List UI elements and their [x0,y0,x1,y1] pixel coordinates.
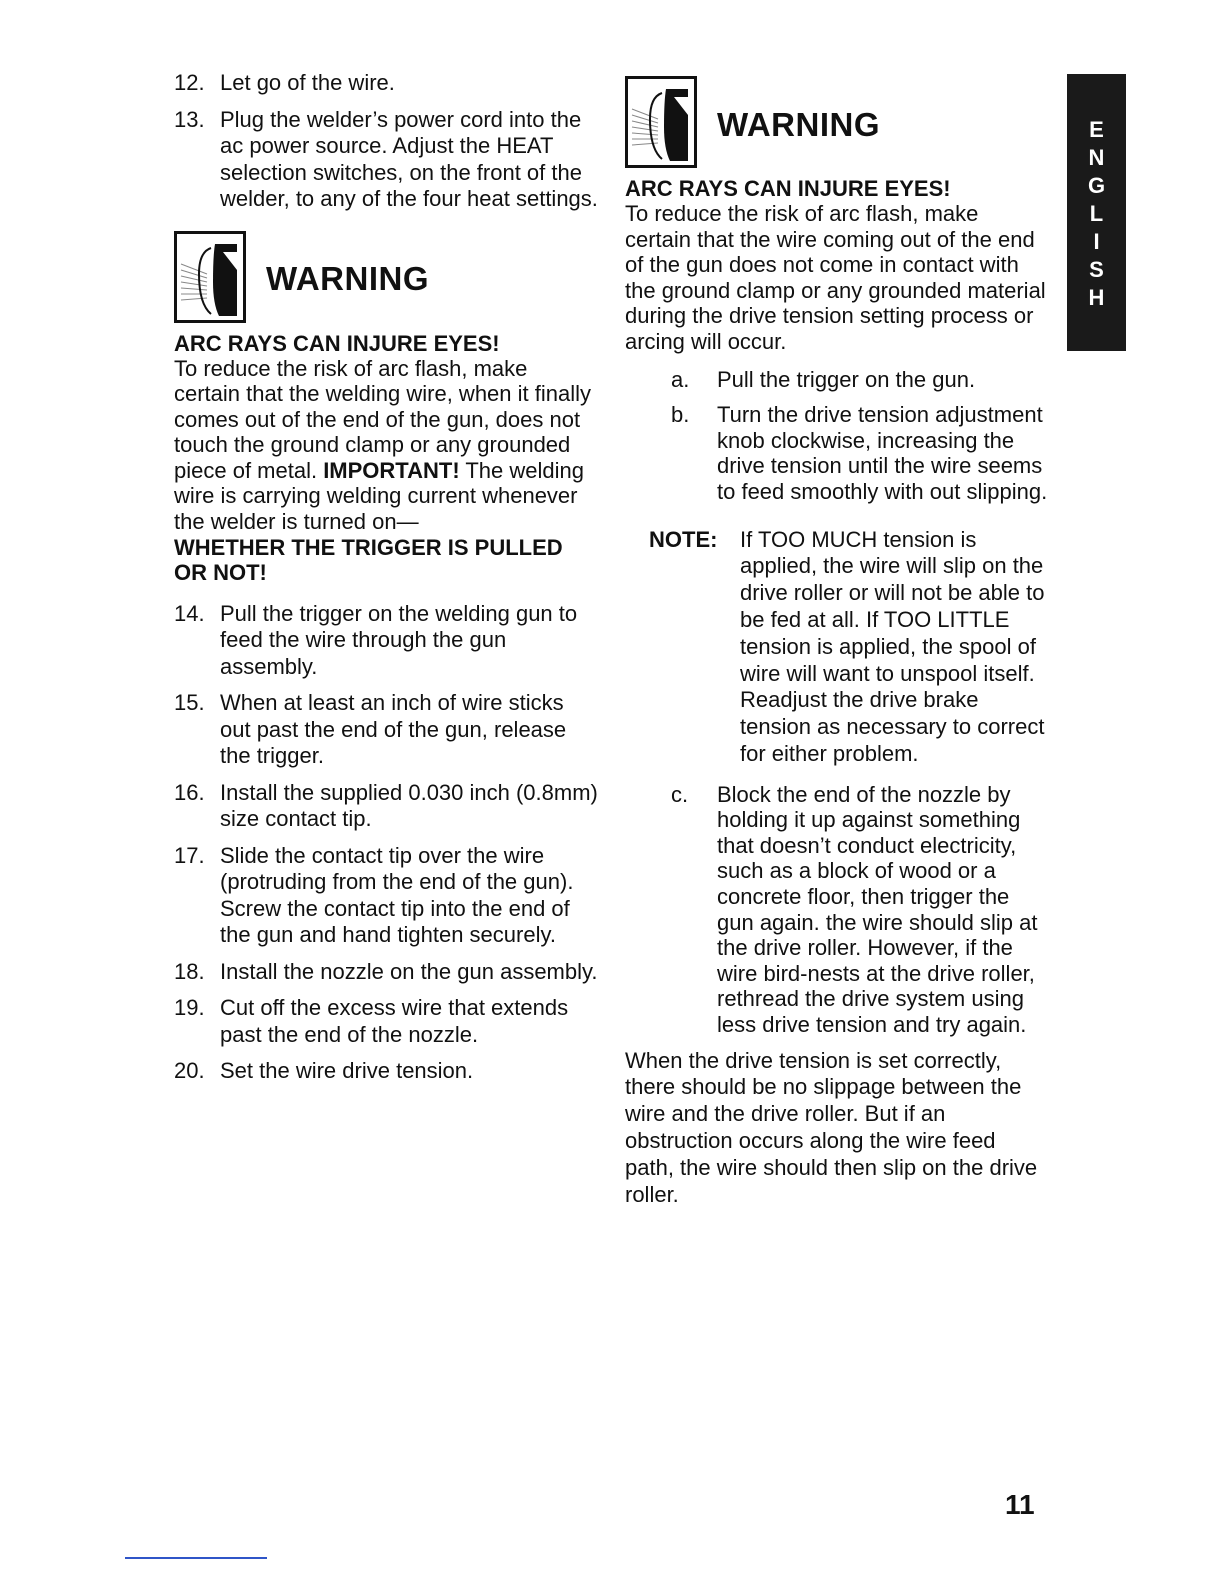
step-text: Install the supplied 0.030 inch (0.8mm) size contact tip. [220,779,598,832]
language-tab-letter: S [1089,257,1104,282]
bottom-rule [125,1557,267,1559]
step-number: 19. [174,995,205,1021]
warning-emphasis: WHETHER THE TRIGGER IS PULLED OR NOT! [174,534,563,585]
sub-step-a [625,367,1050,393]
step-text: When at least an inch of wire sticks out past the end of the gun, release the trigger. [220,690,567,769]
warning-body-part2: The welding wire is carrying welding current whenever the welder is turned on— [174,457,584,535]
step-16 [174,780,599,833]
sub-step-c [625,782,1050,1038]
language-tab-letter: H [1088,285,1105,310]
sub-step-text: Block the end of the nozzle by holding it up against something that doesn’t conduct electricity, such as a block of wood or a concrete floor, then trigger the gun again. the wire should slip at the drive roller. However, if the wire bird-nests at the drive roller, rethread the drive system using less drive tension and try again. [717,781,1038,1038]
language-tab-letter: I [1093,229,1100,254]
step-19 [174,995,599,1048]
language-tab-letter: G [1087,173,1106,198]
step-text: Plug the welder’s power cord into the ac power source. Adjust the HEAT selection switches, on the front of the welder, to any of the four heat settings. [220,106,598,211]
sub-step-letter: c. [671,781,689,807]
step-text: Pull the trigger on the welding gun to feed the wire through the gun assembly. [220,600,578,679]
step-13 [174,107,599,213]
step-text: Install the nozzle on the gun assembly. [220,958,598,984]
note-label: NOTE: [649,526,718,552]
language-tab [1067,74,1126,351]
page-number: 11 [1005,1489,1035,1520]
step-17 [174,843,599,949]
warning-subtitle: ARC RAYS CAN INJURE EYES! [174,330,500,356]
warning-header-left [174,231,599,323]
step-number: 13. [174,106,205,132]
step-text: Cut off the excess wire that extends past the end of the nozzle. [220,995,569,1047]
warning-title: WARNING [717,105,880,143]
step-18 [174,959,599,986]
step-number: 16. [174,779,205,805]
language-tab-letter: E [1089,117,1104,142]
sub-step-list [625,367,1050,505]
warning-title: WARNING [266,260,429,298]
important-label: IMPORTANT! [323,457,460,483]
step-number: 17. [174,842,205,868]
warning-header-right [625,76,1050,168]
step-20 [174,1058,599,1085]
step-number: 12. [174,70,205,95]
warning-body: To reduce the risk of arc flash, make certain that the wire coming out of the end of the gun does not come in contact with the ground clamp or any grounded material during the drive tension setting process or arcing will occur. [625,201,1046,354]
step-number: 15. [174,690,205,716]
step-text: Let go of the wire. [220,70,395,95]
step-12 [174,70,599,97]
welding-helmet-icon [625,76,697,168]
step-text: Slide the contact tip over the wire (protruding from the end of the gun). Screw the contact tip into the end of the gun and hand tighten securely. [220,842,574,948]
warning-body-part1: To reduce the risk of arc flash, make certain that the welding wire, when it finally comes out of the end of the gun, does not touch the ground clamp or any grounded piece of metal. [174,355,591,483]
step-15 [174,690,599,770]
language-tab-letter: L [1089,201,1104,226]
note-block [625,527,1050,768]
note-text: If TOO MUCH tension is applied, the wire will slip on the drive roller or will not be able to be fed at all. If TOO LITTLE tension is applied, the spool of wire will want to unspool itself. Readjust the drive brake tension as necessary to correct for either problem. [740,526,1045,766]
warning-body [174,356,599,535]
step-number: 20. [174,1058,205,1084]
welding-helmet-icon [174,231,246,323]
sub-step-text: Pull the trigger on the gun. [717,366,976,392]
sub-step-letter: a. [671,366,690,392]
sub-step-b [625,402,1050,504]
sub-step-text: Turn the drive tension adjustment knob clockwise, increasing the drive tension until the wire seems to feed smoothly with out slipping. [717,402,1048,504]
step-14 [174,601,599,681]
language-tab-letter: N [1088,145,1105,170]
warning-subtitle: ARC RAYS CAN INJURE EYES! [625,176,951,201]
left-column [174,70,599,1095]
sub-step-letter: b. [671,402,690,428]
right-column [625,76,1050,1208]
step-number: 18. [174,958,205,984]
step-text: Set the wire drive tension. [220,1058,474,1084]
step-number: 14. [174,600,205,626]
closing-paragraph: When the drive tension is set correctly, there should be no slippage between the wire and the drive roller. But if an obstruction occurs along the wire feed path, the wire should then slip on the drive roller. [625,1047,1038,1207]
